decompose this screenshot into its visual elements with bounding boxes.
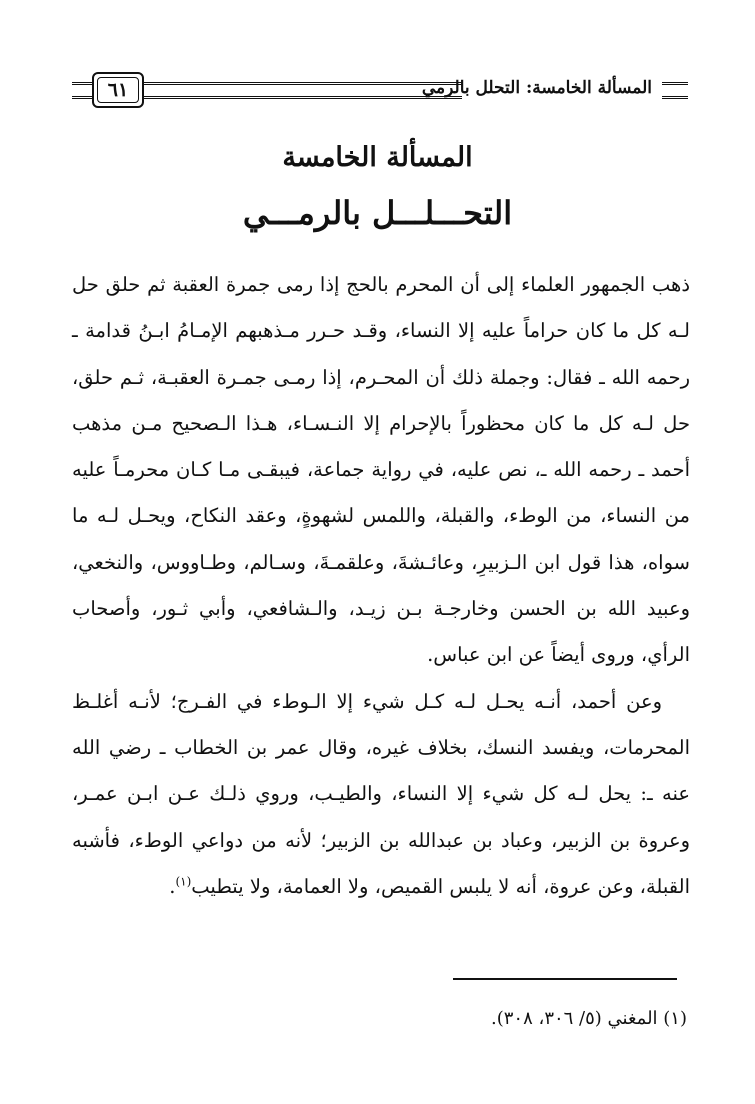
paragraph-2-text: وعن أحمد، أنـه يحـل لـه كـل شيء إلا الـوطء في الفـرج؛ لأنـه أغلـظ المحرمات، ويفسد النسك، بخلاف غيره، وقال عمر بن الخطاب ـ رضي الله عنه ـ: يحل لـه كل شيء إلا النساء، والطيـب، وروي ذلـك عـن ابـن عمـر، وعروة بن الزبير، وعباد بن عبدالله بن الزبير؛ لأنه من دواعي الوطء، فأشبه القبلة، وعن عروة، أنه لا يلبس القميص، ولا العمامة، ولا يتطيب: [72, 689, 690, 898]
header-rule-left: [72, 82, 92, 99]
footnote-divider: [453, 978, 677, 980]
chapter-subtitle: التحـــلـــل بالرمـــي: [242, 194, 513, 232]
page-header: [72, 70, 688, 112]
chapter-title: المسألة الخامسة: [282, 142, 473, 173]
footnote-marker: (١): [175, 874, 192, 889]
body-text: [72, 262, 690, 910]
paragraph-2-end: .: [169, 874, 176, 898]
paragraph-1: ذهب الجمهور العلماء إلى أن المحرم بالحج إذا رمى جمرة العقبة ثم حلق حل لـه كل ما كان حراماً عليه إلا النساء، وقـد حـرر مـذهبهم الإمـامُ ابـنُ قدامة ـ رحمه الله ـ فقال: وجملة ذلك أن المحـرم، إذا رمـى جمـرة العقبـة، ثـم حلق، حل لـه كل ما كان محظوراً بالإحرام إلا النـسـاء، هـذا الـصحيح مـن مذهب أحمد ـ رحمه الله ـ، نص عليه، في رواية جماعة، فيبقـى مـا كـان محرمـاً عليه من النساء، من الوطء، والقبلة، واللمس لشهوةٍ، وعقد النكاح، ويحـل لـه ما سواه، هذا قول ابن الـزبيرِ، وعائـشةَ، وعلقمـةَ، وسـالم، وطـاووس، والنخعي، وعبيد الله بن الحسن وخارجـة بـن زيـد، والـشافعي، وأبي ثـور، وأصحاب الرأي، وروى أيضاً عن ابن عباس.: [72, 273, 690, 667]
header-rule-middle: [144, 82, 462, 99]
page-number: ٦١: [92, 72, 144, 108]
paragraph-2: [72, 679, 690, 910]
running-title: المسألة الخامسة: التحلل بالرمي: [421, 78, 652, 98]
header-rule-right: [662, 82, 688, 99]
footnote: (١) المغني (٥/ ٣٠٦، ٣٠٨).: [491, 1008, 687, 1029]
